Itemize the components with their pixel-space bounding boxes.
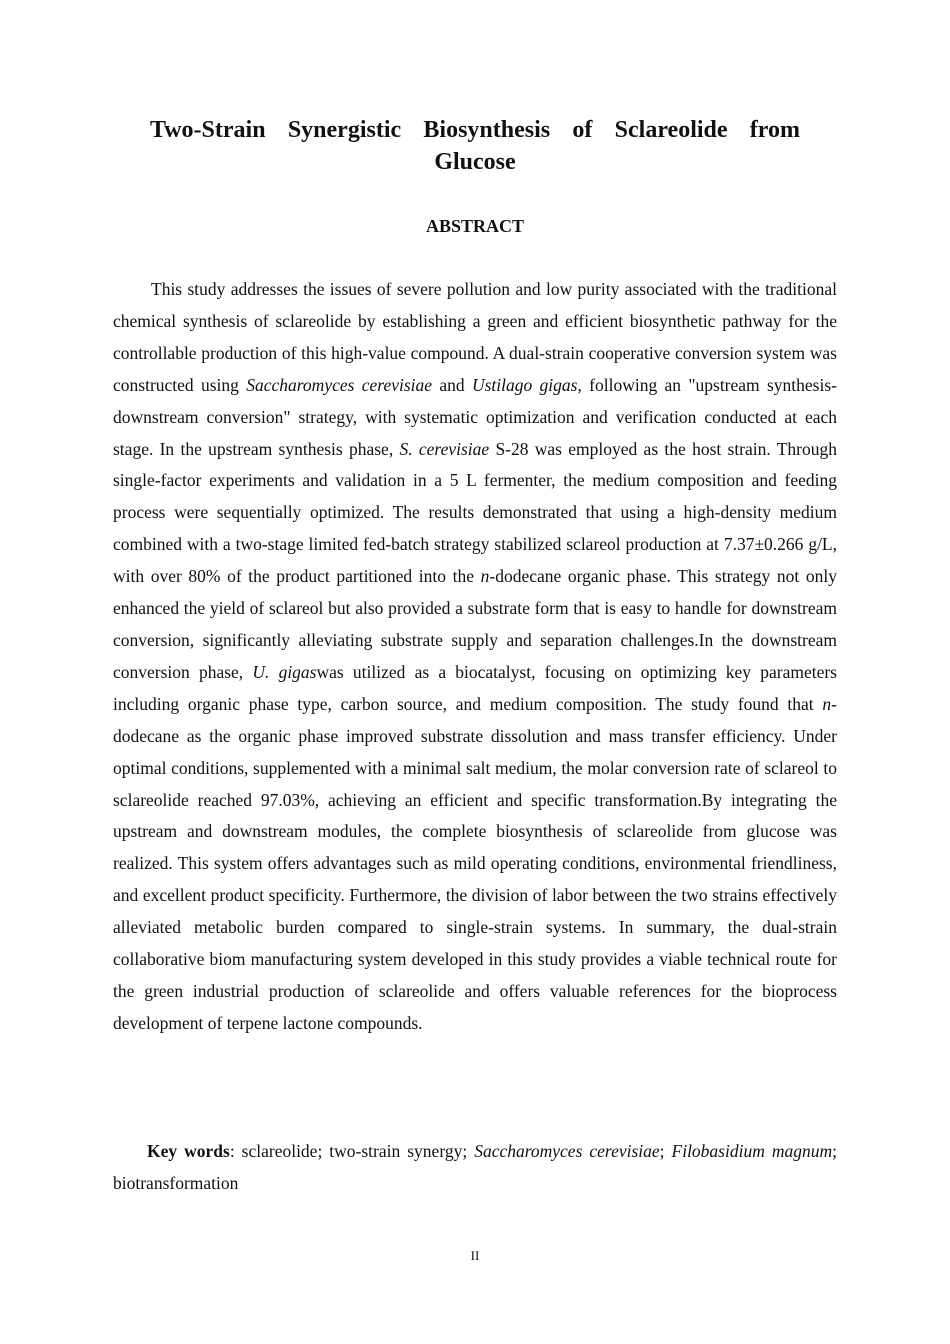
page-title: Two-Strain Synergistic Biosynthesis of Sclareolide from Glucose	[150, 117, 800, 175]
abstract-text: -dodecane as the organic phase improved substrate dissolution and mass transfer efficiency. Under optimal conditions, supplemented with a minimal salt medium, the molar conversion rate of sclareol to sclareolide reached 97.03%, achieving an efficient and specific transformation.By integrating the upstream and downstream modules, the complete biosynthesis of sclareolide from glucose was realized. This system offers advantages such as mild operating conditions, environmental friendliness, and excellent product specificity. Furthermore, the division of labor between the two strains effectively alleviated metabolic burden compared to single-strain systems. In summary, the dual-strain collaborative biom manufacturing system developed in this study provides a viable technical route for the green industrial production of sclareolide and offers valuable references for the bioprocess development of terpene lactone compounds.	[113, 693, 837, 1033]
species-name: S. cerevisiae	[399, 438, 490, 459]
keywords-text: ; biotransformation	[113, 1141, 837, 1193]
keywords	[113, 1135, 837, 1199]
abstract-text: was utilized as a biocatalyst, focusing on optimizing key parameters including organic phase type, carbon source, and medium composition. The study found that	[113, 661, 837, 714]
abstract-body	[113, 274, 837, 1040]
italic-prefix: n	[480, 566, 490, 587]
abstract-text: , following an "upstream synthesis-downstream conversion" strategy, with systematic optimization and verification conducted at each stage. In the upstream synthesis phase,	[113, 374, 837, 459]
keywords-label: Key words	[147, 1141, 230, 1161]
abstract-text: This study addresses the issues of severe pollution and low purity associated with the traditional chemical synthesis of sclareolide by establishing a green and efficient biosynthetic pathway for the controllable production of this high-value compound. A dual-strain cooperative conversion system was constructed using	[113, 279, 837, 395]
keywords-text: : sclareolide; two-strain synergy;	[229, 1141, 475, 1161]
abstract-text: S-28 was employed as the host strain. Through single-factor experiments and validation in a 5 L fermenter, the medium composition and feeding process were sequentially optimized. The results demonstrated that using a high-density medium combined with a two-stage limited fed-batch strategy stabilized sclareol production at 7.37±0.266 g/L, with over 80% of the product partitioned into the	[113, 438, 837, 587]
abstract-heading: ABSTRACT	[425, 216, 525, 236]
species-name: U. gigas	[252, 661, 317, 682]
page-number: II	[470, 1248, 480, 1263]
keyword-species: Filobasidium magnum	[671, 1141, 833, 1161]
keywords-text: ;	[659, 1141, 672, 1161]
species-name: Saccharomyces cerevisiae	[246, 374, 433, 395]
species-name: Ustilago gigas	[471, 374, 578, 395]
abstract-text: and	[432, 374, 472, 395]
abstract-text: -dodecane organic phase. This strategy not only enhanced the yield of sclareol but also provided a substrate form that is easy to handle for downstream conversion, significantly alleviating substrate supply and separation challenges.In the downstream conversion phase,	[113, 566, 837, 682]
keyword-species: Saccharomyces cerevisiae	[474, 1141, 660, 1161]
italic-prefix: n	[822, 693, 832, 714]
